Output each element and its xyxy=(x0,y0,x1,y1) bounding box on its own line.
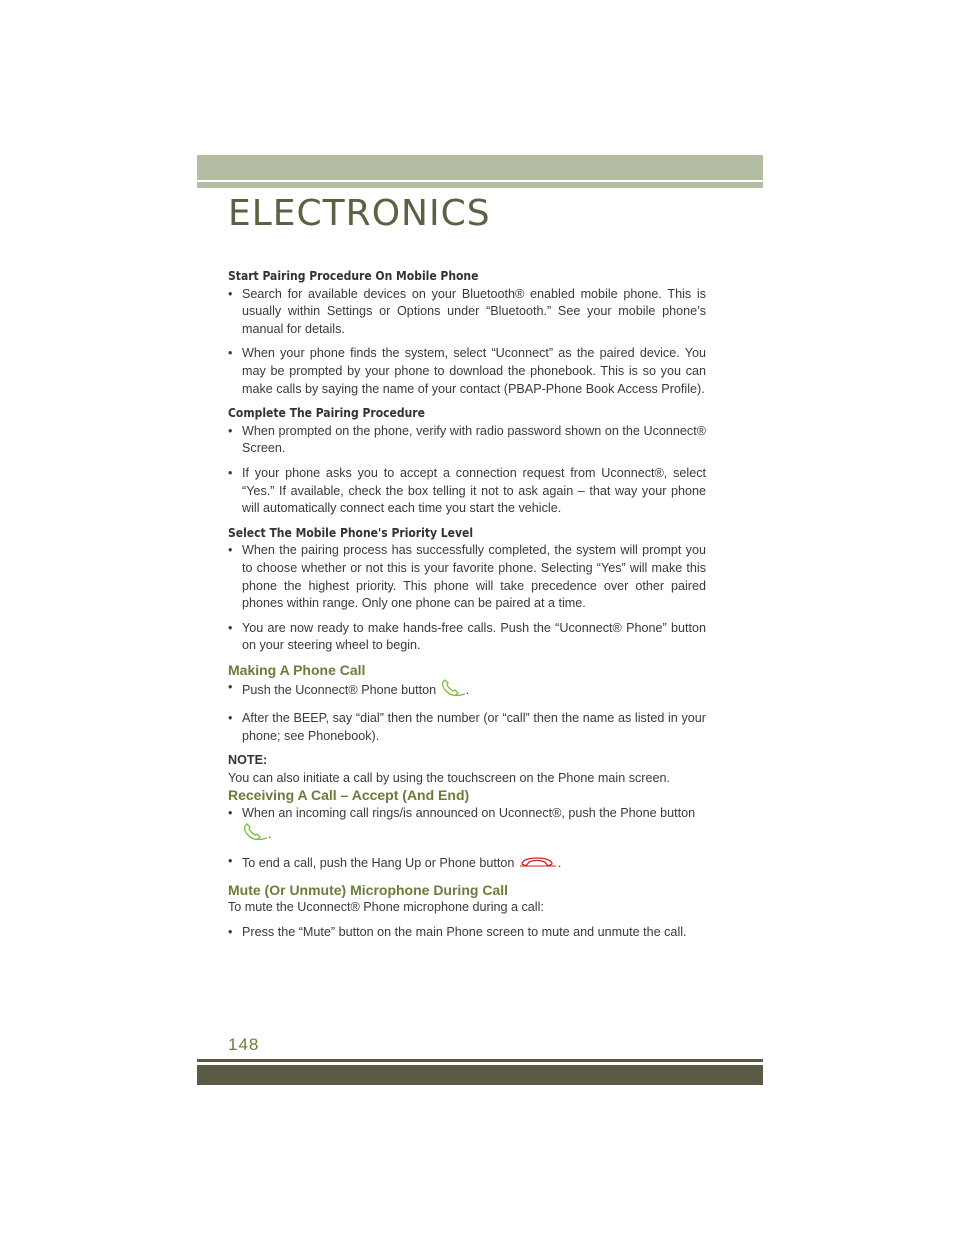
footer-bar xyxy=(197,1065,763,1085)
making-call-list xyxy=(228,679,706,745)
header-rule xyxy=(197,182,763,188)
receiving-call-step-2-end: . xyxy=(557,856,562,871)
priority-heading: Select The Mobile Phone's Priority Level xyxy=(228,525,474,540)
start-pairing-list xyxy=(228,286,706,399)
mute-list xyxy=(228,924,706,942)
list-item: • If your phone asks you to accept a connection request from Uconnect®, select “Yes.” If available, check the box telling it not to ask again – that way your phone will automatically connect each time you start the vehicle. xyxy=(228,465,706,518)
complete-pairing-heading: Complete The Pairing Procedure xyxy=(228,406,425,421)
header-bar xyxy=(197,155,763,180)
receiving-call-step-1: When an incoming call rings/is announced on Uconnect®, push the Phone button xyxy=(242,806,696,821)
list-item: • After the BEEP, say “dial” then the number (or “call” then the name as listed in your phone; see Phonebook). xyxy=(228,710,706,745)
page-content xyxy=(228,268,706,949)
making-call-step-1: Push the Uconnect® Phone button xyxy=(242,683,437,698)
list-item: • You are now ready to make hands-free calls. Push the “Uconnect® Phone” button on your steering wheel to begin. xyxy=(228,620,706,655)
list-item: • When prompted on the phone, verify with radio password shown on the Uconnect® Screen. xyxy=(228,423,706,458)
note-label: NOTE: xyxy=(228,753,268,768)
receiving-call-list xyxy=(228,805,706,875)
hang-up-icon xyxy=(518,853,558,875)
note-text: You can also initiate a call by using the touchscreen on the Phone main screen. xyxy=(228,770,670,785)
list-item: • Press the “Mute” button on the main Phone screen to mute and unmute the call. xyxy=(228,924,706,942)
list-item: • Search for available devices on your Bluetooth® enabled mobile phone. This is usually within Settings or Options under “Bluetooth.” See your mobile phone’s manual for details. xyxy=(228,286,706,339)
receiving-call-heading: Receiving A Call – Accept (And End) xyxy=(228,787,470,804)
start-pairing-heading: Start Pairing Procedure On Mobile Phone xyxy=(228,269,479,283)
phone-icon xyxy=(440,679,466,703)
priority-list xyxy=(228,542,706,655)
making-call-heading: Making A Phone Call xyxy=(228,661,366,678)
list-item xyxy=(228,853,706,875)
making-call-step-1-end: . xyxy=(465,683,470,698)
list-item: • When your phone finds the system, select “Uconnect” as the paired device. You may be prompted by your phone to download the phonebook. This is so you can make calls by saying the name of your contact (PBAP-Phone Book Access Profile). xyxy=(228,345,706,398)
mute-heading: Mute (Or Unmute) Microphone During Call xyxy=(228,881,508,898)
section-title: ELECTRONICS xyxy=(228,193,491,234)
mute-intro: To mute the Uconnect® Phone microphone during a call: xyxy=(228,900,544,915)
receiving-call-step-1-end: . xyxy=(268,826,272,841)
receiving-call-step-2: To end a call, push the Hang Up or Phone button xyxy=(242,856,515,871)
page-number: 148 xyxy=(228,1035,260,1054)
list-item xyxy=(228,679,706,703)
footer-rule xyxy=(197,1059,763,1062)
complete-pairing-list xyxy=(228,423,706,518)
list-item: • When the pairing process has successfully completed, the system will prompt you to choose whether or not this is your favorite phone. Selecting “Yes” will make this phone the highest priority. This phone will take precedence over other paired phones within range. Only one phone can be paired at a time. xyxy=(228,542,706,612)
phone-icon xyxy=(242,823,268,847)
list-item xyxy=(228,805,706,846)
